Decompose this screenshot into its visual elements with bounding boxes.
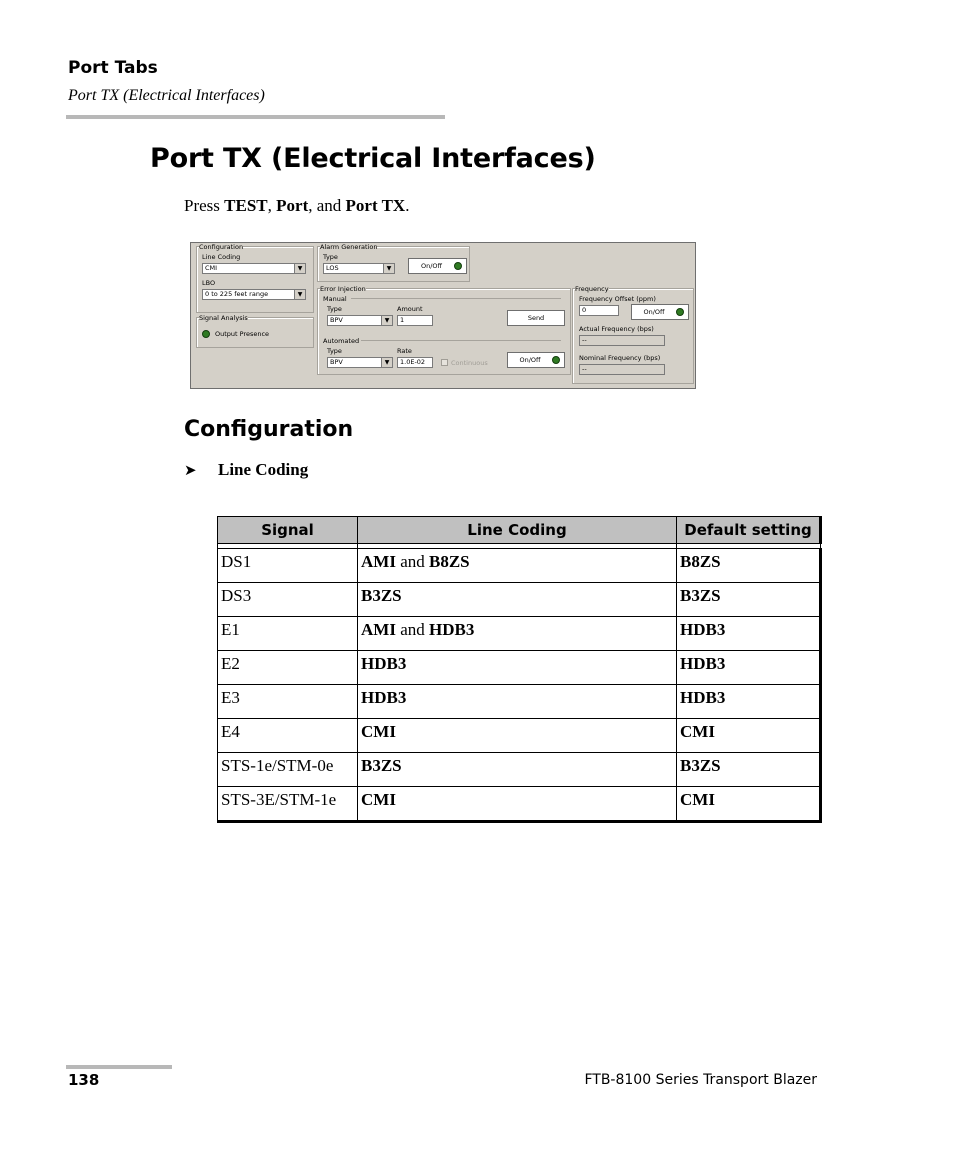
table-row: [218, 719, 821, 753]
auto-type-select[interactable]: [327, 357, 393, 368]
manual-type-select[interactable]: [327, 315, 393, 326]
nominal-frequency-label: Nominal Frequency (bps): [579, 354, 661, 362]
lbo-value: 0 to 225 feet range: [205, 290, 269, 298]
intro-end: .: [405, 196, 410, 215]
chevron-down-icon[interactable]: ▼: [294, 290, 305, 299]
default-value: HDB3: [680, 620, 726, 639]
default-value: B3ZS: [680, 756, 721, 775]
lbo-label: LBO: [202, 279, 216, 287]
rate-label: Rate: [397, 347, 412, 355]
frequency-led-icon: [676, 308, 684, 316]
coding-a: CMI: [361, 790, 396, 809]
table-row: [218, 651, 821, 685]
alarm-type-value: LOS: [326, 264, 339, 272]
coding-a: HDB3: [361, 688, 407, 707]
frequency-offset-label: Frequency Offset (ppm): [579, 295, 656, 303]
cell-line-coding: [358, 583, 677, 617]
frequency-offset-input[interactable]: 0: [579, 305, 619, 316]
automated-on-off-label: On/Off: [519, 356, 541, 364]
alarm-generation-label: Alarm Generation: [320, 243, 378, 251]
cell-signal: E4: [218, 719, 358, 753]
frequency-on-off-label: On/Off: [643, 308, 665, 316]
chevron-down-icon[interactable]: ▼: [381, 358, 392, 367]
page-number: 138: [68, 1071, 100, 1089]
automated-on-off-button[interactable]: [507, 352, 565, 368]
chevron-down-icon[interactable]: ▼: [383, 264, 394, 273]
cell-line-coding: [358, 549, 677, 583]
col-header-signal: Signal: [218, 517, 358, 544]
and-word: and: [400, 620, 425, 639]
coding-b: B8ZS: [429, 552, 470, 571]
signal-analysis-label: Signal Analysis: [199, 314, 248, 322]
cell-line-coding: [358, 685, 677, 719]
cell-signal: DS3: [218, 583, 358, 617]
intro-press: Press: [184, 196, 220, 215]
default-value: CMI: [680, 790, 715, 809]
running-header-section: Port Tabs: [68, 58, 158, 78]
cell-default: [677, 753, 821, 787]
output-presence-led-icon: [202, 330, 210, 338]
automated-led-icon: [552, 356, 560, 364]
chevron-down-icon[interactable]: ▼: [294, 264, 305, 273]
cell-default: [677, 583, 821, 617]
cell-default: [677, 617, 821, 651]
frequency-label: Frequency: [575, 285, 609, 293]
manual-type-label: Type: [327, 305, 342, 313]
configuration-heading: Configuration: [184, 417, 354, 442]
line-coding-label: Line Coding: [202, 253, 241, 261]
default-value: B3ZS: [680, 586, 721, 605]
port-tx-screenshot: [190, 242, 696, 389]
cell-line-coding: [358, 617, 677, 651]
line-coding-table: [217, 516, 822, 823]
cell-line-coding: [358, 787, 677, 822]
intro-key-port-tx: Port TX: [345, 196, 406, 215]
cell-default: [677, 787, 821, 822]
cell-signal: DS1: [218, 549, 358, 583]
chevron-down-icon[interactable]: ▼: [381, 316, 392, 325]
manual-amount-label: Amount: [397, 305, 423, 313]
coding-a: B3ZS: [361, 586, 402, 605]
manual-divider: [351, 298, 561, 299]
continuous-checkbox[interactable]: [441, 359, 448, 366]
table-row: [218, 753, 821, 787]
line-coding-value: CMI: [205, 264, 218, 272]
alarm-type-select[interactable]: [323, 263, 395, 274]
alarm-on-off-button[interactable]: [408, 258, 467, 274]
default-value: HDB3: [680, 654, 726, 673]
alarm-on-off-label: On/Off: [420, 262, 443, 270]
auto-type-value: BPV: [330, 358, 343, 366]
cell-line-coding: [358, 753, 677, 787]
alarm-led-icon: [454, 262, 462, 270]
table-row: [218, 787, 821, 822]
footer-product: FTB-8100 Series Transport Blazer: [584, 1072, 817, 1088]
bullet-line-coding: Line Coding: [218, 460, 309, 479]
cell-default: [677, 685, 821, 719]
actual-frequency-label: Actual Frequency (bps): [579, 325, 654, 333]
footer-rule: [66, 1065, 172, 1069]
send-button[interactable]: Send: [507, 310, 565, 326]
cell-signal: STS-1e/STM-0e: [218, 753, 358, 787]
cell-default: [677, 719, 821, 753]
line-coding-select[interactable]: [202, 263, 306, 274]
manual-label: Manual: [323, 295, 347, 303]
default-value: B8ZS: [680, 552, 721, 571]
cell-signal: STS-3E/STM-1e: [218, 787, 358, 822]
col-header-default-setting: Default setting: [677, 517, 821, 544]
alarm-type-label: Type: [323, 253, 338, 261]
error-injection-label: Error Injection: [320, 285, 366, 293]
cell-line-coding: [358, 651, 677, 685]
coding-a: AMI: [361, 552, 396, 571]
table-row: [218, 583, 821, 617]
table-header-row: [218, 517, 821, 544]
page-title: Port TX (Electrical Interfaces): [150, 143, 596, 174]
nominal-frequency-field: --: [579, 364, 665, 375]
intro-instruction: [184, 196, 409, 216]
coding-a: CMI: [361, 722, 396, 741]
continuous-label: Continuous: [451, 359, 488, 367]
automated-divider: [361, 340, 561, 341]
coding-a: AMI: [361, 620, 396, 639]
cell-signal: E1: [218, 617, 358, 651]
running-header-subsection: Port TX (Electrical Interfaces): [68, 87, 265, 104]
intro-key-port: Port: [276, 196, 309, 215]
cell-default: [677, 651, 821, 685]
bullet-arrow-icon: ➤: [184, 461, 197, 479]
coding-b: HDB3: [429, 620, 475, 639]
cell-signal: E2: [218, 651, 358, 685]
cell-signal: E3: [218, 685, 358, 719]
header-rule: [66, 115, 445, 119]
cell-default: [677, 549, 821, 583]
cell-line-coding: [358, 719, 677, 753]
output-presence-label: Output Presence: [215, 330, 270, 338]
col-header-line-coding: Line Coding: [358, 517, 677, 544]
automated-label: Automated: [323, 337, 360, 345]
table-row: [218, 617, 821, 651]
actual-frequency-field: --: [579, 335, 665, 346]
frequency-on-off-button[interactable]: [631, 304, 689, 320]
amount-input[interactable]: 1: [397, 315, 433, 326]
default-value: HDB3: [680, 688, 726, 707]
rate-input[interactable]: 1.0E-02: [397, 357, 433, 368]
configuration-group-label: Configuration: [199, 243, 244, 251]
table-row: [218, 549, 821, 583]
table-row: [218, 685, 821, 719]
coding-a: B3ZS: [361, 756, 402, 775]
and-word: and: [400, 552, 425, 571]
auto-type-label: Type: [327, 347, 342, 355]
intro-key-test: TEST: [224, 196, 268, 215]
lbo-select[interactable]: [202, 289, 306, 300]
coding-a: HDB3: [361, 654, 407, 673]
intro-and: , and: [308, 196, 342, 215]
default-value: CMI: [680, 722, 715, 741]
intro-sep: ,: [267, 196, 272, 215]
manual-type-value: BPV: [330, 316, 343, 324]
